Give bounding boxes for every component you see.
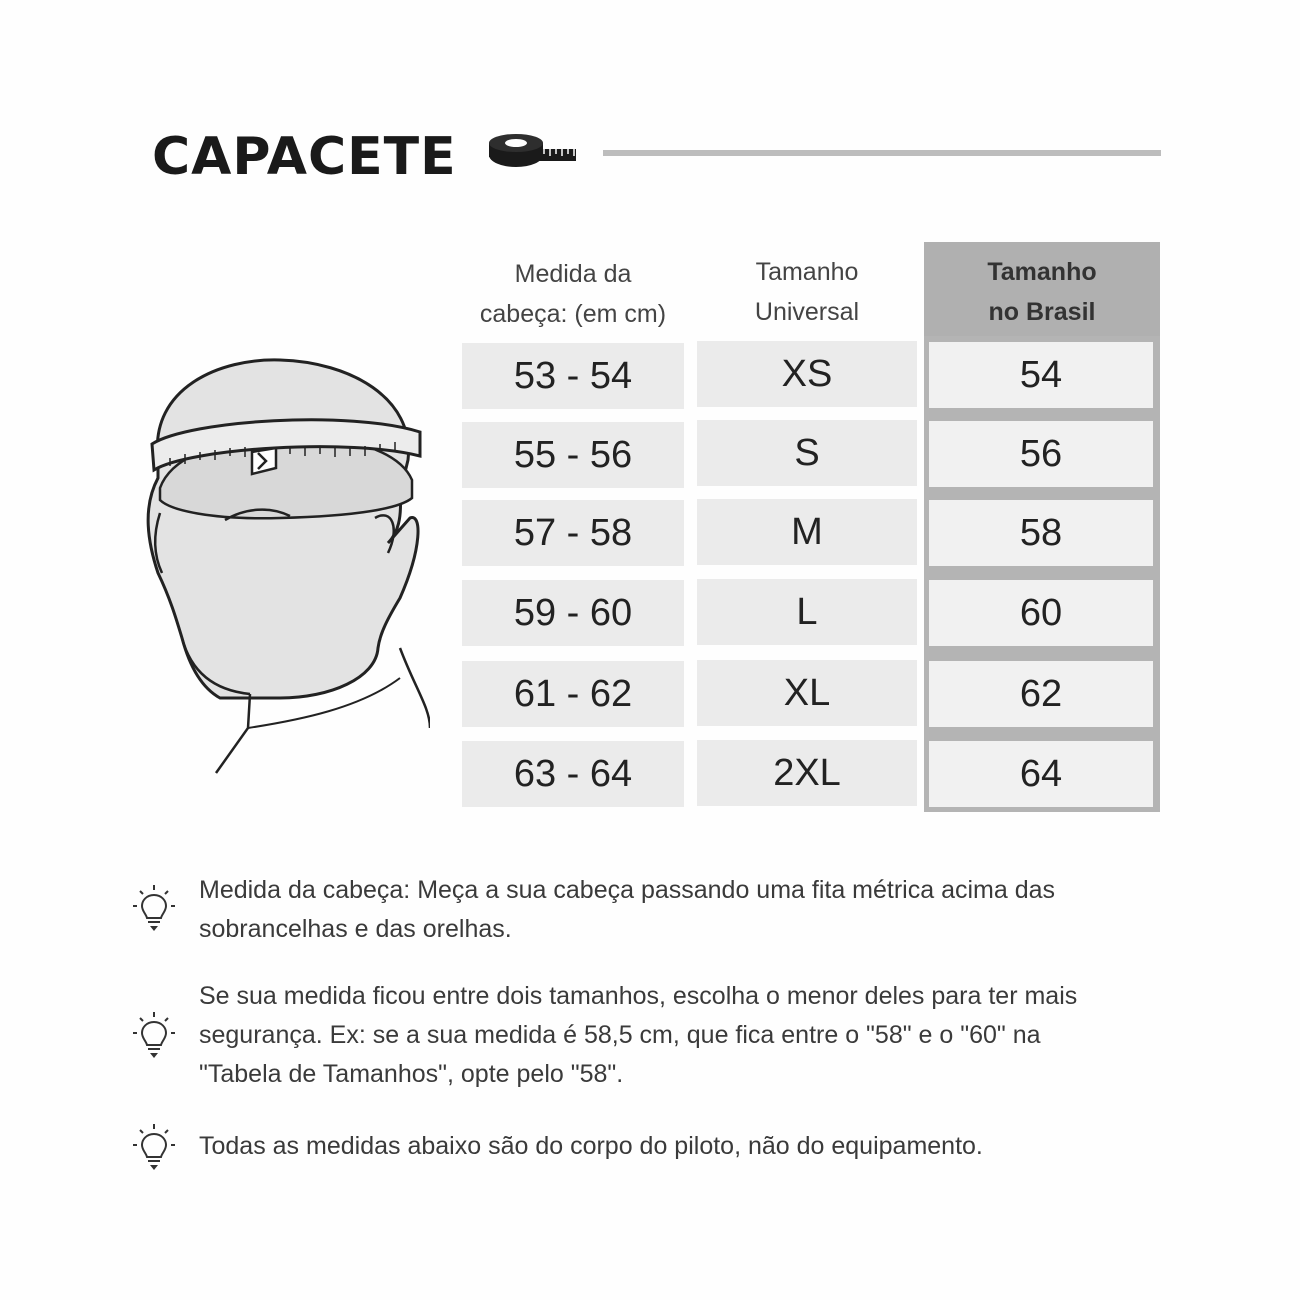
cell-brazil-size: 60 bbox=[929, 580, 1153, 646]
cell-head-measurement: 57 - 58 bbox=[462, 500, 684, 566]
cell-brazil-size: 58 bbox=[929, 500, 1153, 566]
cell-brazil-size: 62 bbox=[929, 661, 1153, 727]
tip-text bbox=[199, 977, 1179, 1094]
cell-universal-size: S bbox=[697, 420, 917, 486]
tip-line: Se sua medida ficou entre dois tamanhos, escolha o menor deles para ter mais bbox=[199, 982, 1078, 1010]
lightbulb-icon bbox=[132, 1010, 176, 1062]
measuring-tape-icon bbox=[488, 133, 578, 173]
header-line: no Brasil bbox=[988, 298, 1096, 326]
tip-line: Medida da cabeça: Meça a sua cabeça passando uma fita métrica acima das bbox=[199, 876, 1056, 904]
header-line: Medida da bbox=[514, 260, 632, 288]
cell-universal-size: XS bbox=[697, 341, 917, 407]
page-title: CAPACETE bbox=[152, 127, 457, 187]
header-line: Tamanho bbox=[987, 258, 1097, 286]
title-divider bbox=[603, 150, 1161, 156]
tip-line: Todas as medidas abaixo são do corpo do piloto, não do equipamento. bbox=[199, 1132, 983, 1160]
cell-universal-size: L bbox=[697, 579, 917, 645]
header-universal-size bbox=[697, 252, 917, 332]
lightbulb-icon bbox=[132, 1122, 176, 1174]
cell-head-measurement: 61 - 62 bbox=[462, 661, 684, 727]
cell-universal-size: M bbox=[697, 499, 917, 565]
cell-universal-size: XL bbox=[697, 660, 917, 726]
tip-text bbox=[199, 871, 1179, 949]
header-brazil-size bbox=[924, 242, 1160, 338]
cell-head-measurement: 55 - 56 bbox=[462, 422, 684, 488]
cell-brazil-size: 56 bbox=[929, 421, 1153, 487]
cell-universal-size: 2XL bbox=[697, 740, 917, 806]
tip-line: segurança. Ex: se a sua medida é 58,5 cm, que fica entre o "58" e o "60" na bbox=[199, 1021, 1041, 1049]
header-line: cabeça: (em cm) bbox=[479, 300, 667, 328]
header-line: Universal bbox=[754, 298, 860, 326]
tip-text bbox=[199, 1127, 1179, 1166]
cell-head-measurement: 53 - 54 bbox=[462, 343, 684, 409]
cell-head-measurement: 63 - 64 bbox=[462, 741, 684, 807]
lightbulb-icon bbox=[132, 883, 176, 935]
cell-head-measurement: 59 - 60 bbox=[462, 580, 684, 646]
cell-brazil-size: 54 bbox=[929, 342, 1153, 408]
tip-line: "Tabela de Tamanhos", opte pelo "58". bbox=[199, 1060, 624, 1088]
cell-brazil-size: 64 bbox=[929, 741, 1153, 807]
head-measurement-illustration bbox=[130, 348, 430, 778]
header-line: Tamanho bbox=[755, 258, 859, 286]
header-head-measurement bbox=[462, 254, 684, 334]
tip-line: sobrancelhas e das orelhas. bbox=[199, 915, 512, 943]
